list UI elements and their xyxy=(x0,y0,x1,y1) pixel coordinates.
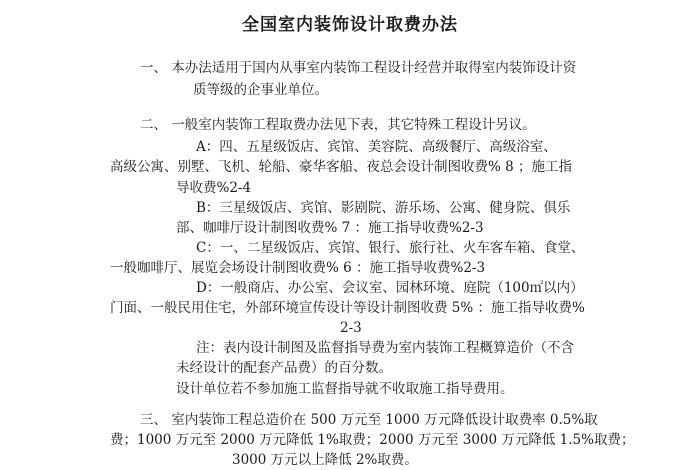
paragraph-3-line-2: 费；1000 万元至 2000 万元降低 1%取费；2000 万元至 3000 万元降低 1.5%取费； xyxy=(110,432,635,448)
category-a-line-1: A：四、五星级饭店、宾馆、美容院、高级餐厅、高级浴室、 xyxy=(196,139,557,155)
category-a-line-2: 高级公寓、别墅、飞机、轮船、豪华客船、夜总会设计制图收费% 8 ；施工指 xyxy=(110,159,572,175)
paragraph-1-line-2: 质等级的企事业单位。 xyxy=(193,82,328,98)
category-a-line-3: 导收费%2-4 xyxy=(176,180,252,196)
paragraph-3-line-1: 三、 室内装饰工程总造价在 500 万元至 1000 万元降低设计取费率 0.5%取 xyxy=(140,412,598,428)
category-d-line-1: D：一般商店、办公室、会议室、园林环境、庭院（100㎡以内） xyxy=(196,280,584,296)
paragraph-1-line-1: 一、 本办法适用于国内从事室内装饰工程设计经营并取得室内装饰设计资 xyxy=(140,60,577,76)
paragraph-3-line-3: 3000 万元以上降低 2%取费。 xyxy=(232,452,418,468)
note-line-2: 未经设计的配套产品费）的百分数。 xyxy=(176,360,392,376)
category-c-line-1: C：一、二星级饭店、宾馆、银行、旅行社、火车客车箱、食堂、 xyxy=(196,240,585,256)
paragraph-2-line-1: 二、 一般室内装饰工程取费办法见下表，其它特殊工程设计另议。 xyxy=(140,117,536,133)
category-c-line-2: 一般咖啡厅、展览会场设计制图收费% 6 ：施工指导收费%2-3 xyxy=(110,260,486,276)
category-d-line-2: 门面、一般民用住宅，外部环境宣传设计等设计制图收费 5% ：施工指导收费% xyxy=(110,300,585,316)
category-b-line-1: B：三星级饭店、宾馆、影剧院、游乐场、公寓、健身院、俱乐 xyxy=(196,200,571,216)
category-b-line-2: 部、咖啡厅设计制图收费% 7 ：施工指导收费%2-3 xyxy=(176,220,484,236)
note-line-1: 注：表内设计制图及监督指导费为室内装饰工程概算造价（不含 xyxy=(196,340,574,356)
document-title: 全国室内装饰设计取费办法 xyxy=(242,15,458,35)
note-line-3: 设计单位若不参加施工监督指导就不收取施工指导费用。 xyxy=(176,381,514,397)
category-d-line-3: 2-3 xyxy=(340,320,362,336)
